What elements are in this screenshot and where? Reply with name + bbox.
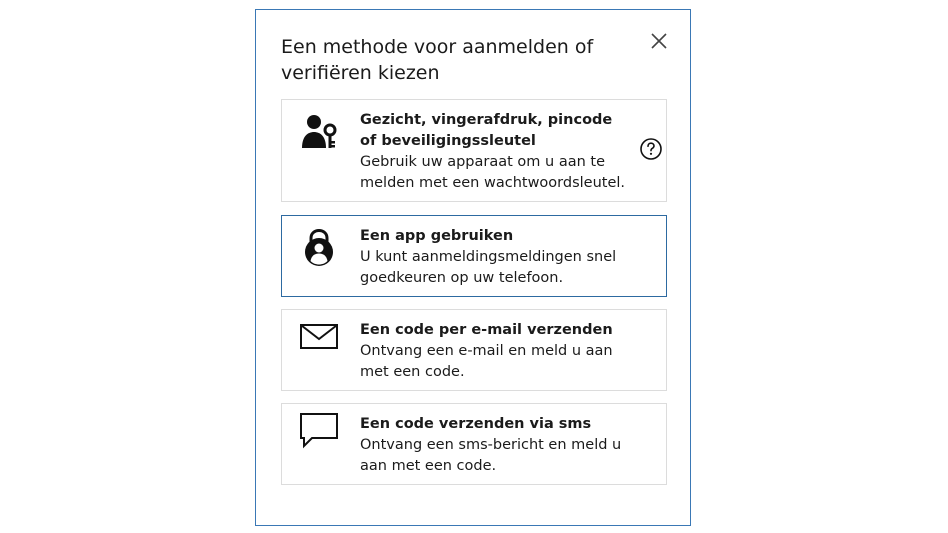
option-title: Een app gebruiken xyxy=(360,228,514,244)
sign-in-method-dialog xyxy=(255,9,691,526)
authenticator-app-icon xyxy=(299,228,339,268)
user-key-icon xyxy=(299,112,339,152)
option-title: Een code per e-mail verzenden xyxy=(360,322,613,338)
option-title: Een code verzenden via sms xyxy=(360,416,592,432)
option-authenticator-app[interactable] xyxy=(281,215,667,297)
option-description: Ontvang een sms-bericht en meld u aan met een code. xyxy=(360,437,622,474)
option-text xyxy=(360,110,630,194)
close-button[interactable] xyxy=(648,30,670,52)
option-text xyxy=(360,320,630,383)
email-icon xyxy=(299,316,339,356)
option-sms-code[interactable] xyxy=(281,403,667,485)
option-text xyxy=(360,226,630,289)
dialog-title: Een methode voor aanmelden of verifiëren kiezen xyxy=(281,36,594,84)
option-description: Ontvang een e-mail en meld u aan met een code. xyxy=(360,343,613,380)
help-icon xyxy=(639,137,663,161)
option-icon-wrap xyxy=(299,316,339,356)
option-passkey[interactable] xyxy=(281,99,667,202)
option-title: Gezicht, vingerafdruk, pincode of beveiligingssleutel xyxy=(360,112,613,149)
close-icon xyxy=(651,33,667,49)
help-button[interactable] xyxy=(639,137,663,161)
option-email-code[interactable] xyxy=(281,309,667,391)
option-text xyxy=(360,414,630,477)
option-icon-wrap xyxy=(299,410,339,450)
option-icon-wrap xyxy=(299,112,339,152)
sms-icon xyxy=(299,410,339,450)
option-icon-wrap xyxy=(299,228,339,268)
option-description: Gebruik uw apparaat om u aan te melden met een wachtwoordsleutel. xyxy=(360,154,626,191)
option-description: U kunt aanmeldingsmeldingen snel goedkeuren op uw telefoon. xyxy=(360,249,617,286)
